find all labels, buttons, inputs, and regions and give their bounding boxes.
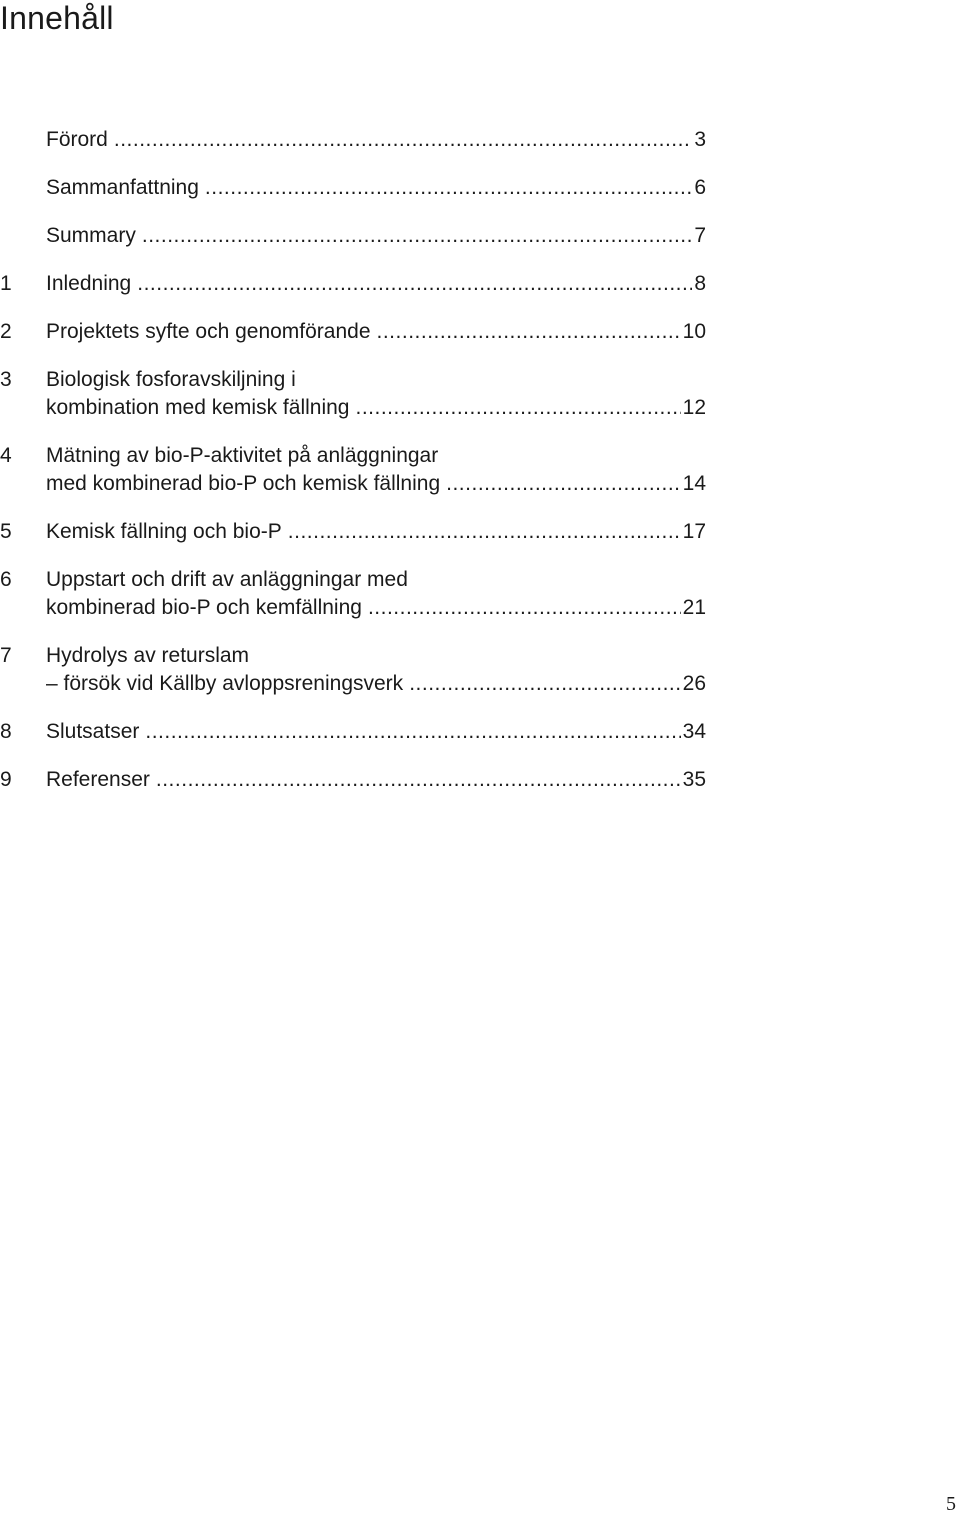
- table-of-contents: [0, 126, 706, 814]
- toc-entry-chapter-5[interactable]: [0, 518, 706, 546]
- toc-entry-chapter-1[interactable]: [0, 270, 706, 298]
- toc-entry-title: Slutsatser: [46, 720, 140, 743]
- toc-entry-page: 34: [682, 720, 706, 743]
- toc-dot-leader: [355, 394, 680, 422]
- page-number: 5: [946, 1493, 956, 1515]
- toc-entry-chapter-8[interactable]: [0, 718, 706, 746]
- toc-entry-page: 12: [682, 396, 706, 419]
- toc-dot-leader: [205, 174, 692, 202]
- toc-dot-leader: [446, 470, 681, 498]
- toc-entry-chapter-2[interactable]: [0, 318, 706, 346]
- toc-entry-title: med kombinerad bio-P och kemisk fällning: [46, 472, 441, 495]
- toc-entry-title: kombination med kemisk fällning: [46, 396, 350, 419]
- toc-dot-leader: [409, 670, 680, 698]
- toc-entry-page: 21: [682, 596, 706, 619]
- toc-entry-chapter-3[interactable]: [0, 366, 706, 422]
- toc-entry-chapter-6[interactable]: [0, 566, 706, 622]
- toc-dot-leader: [377, 318, 681, 346]
- toc-entry-chapter-9[interactable]: [0, 766, 706, 794]
- toc-entry-title: Summary: [46, 224, 136, 247]
- toc-entry-number: 6: [0, 568, 12, 591]
- toc-entry-title: Referenser: [46, 768, 150, 791]
- toc-entry-number: 4: [0, 444, 12, 467]
- toc-entry-title: Sammanfattning: [46, 176, 199, 199]
- toc-entry-summary[interactable]: [0, 222, 706, 250]
- toc-entry-number: 8: [0, 720, 12, 743]
- toc-dot-leader: [142, 222, 692, 250]
- toc-entry-chapter-4[interactable]: [0, 442, 706, 498]
- toc-entry-title-line: Biologisk fosforavskiljning i: [46, 368, 296, 391]
- toc-entry-chapter-7[interactable]: [0, 642, 706, 698]
- toc-entry-forord[interactable]: [0, 126, 706, 154]
- toc-entry-number: 9: [0, 768, 12, 791]
- toc-entry-title-line: Mätning av bio-P-aktivitet på anläggningar: [46, 444, 439, 467]
- toc-dot-leader: [288, 518, 681, 546]
- toc-entry-number: 7: [0, 644, 12, 667]
- toc-entry-title: – försök vid Källby avloppsreningsverk: [46, 672, 404, 695]
- toc-entry-page: 35: [682, 768, 706, 791]
- toc-entry-title: Kemisk fällning och bio-P: [46, 520, 282, 543]
- toc-dot-leader: [114, 126, 692, 154]
- toc-entry-page: 8: [694, 272, 706, 295]
- toc-entry-page: 10: [682, 320, 706, 343]
- toc-entry-title: Projektets syfte och genomförande: [46, 320, 371, 343]
- toc-dot-leader: [368, 594, 681, 622]
- toc-entry-title-line: Hydrolys av returslam: [46, 644, 250, 667]
- toc-entry-page: 7: [694, 224, 706, 247]
- toc-entry-title-line: Uppstart och drift av anläggningar med: [46, 568, 408, 591]
- toc-entry-page: 26: [682, 672, 706, 695]
- toc-entry-page: 17: [682, 520, 706, 543]
- toc-entry-page: 3: [694, 128, 706, 151]
- toc-entry-page: 14: [682, 472, 706, 495]
- toc-entry-number: 3: [0, 368, 12, 391]
- toc-entry-title: Förord: [46, 128, 108, 151]
- toc-dot-leader: [145, 718, 680, 746]
- toc-entry-number: 5: [0, 520, 12, 543]
- page-title: Innehåll: [0, 0, 114, 36]
- toc-entry-number: 1: [0, 272, 12, 295]
- toc-dot-leader: [137, 270, 692, 298]
- toc-entry-number: 2: [0, 320, 12, 343]
- toc-entry-title: kombinerad bio-P och kemfällning: [46, 596, 362, 619]
- toc-entry-title: Inledning: [46, 272, 132, 295]
- toc-dot-leader: [156, 766, 681, 794]
- toc-entry-page: 6: [694, 176, 706, 199]
- toc-entry-sammanfattning[interactable]: [0, 174, 706, 202]
